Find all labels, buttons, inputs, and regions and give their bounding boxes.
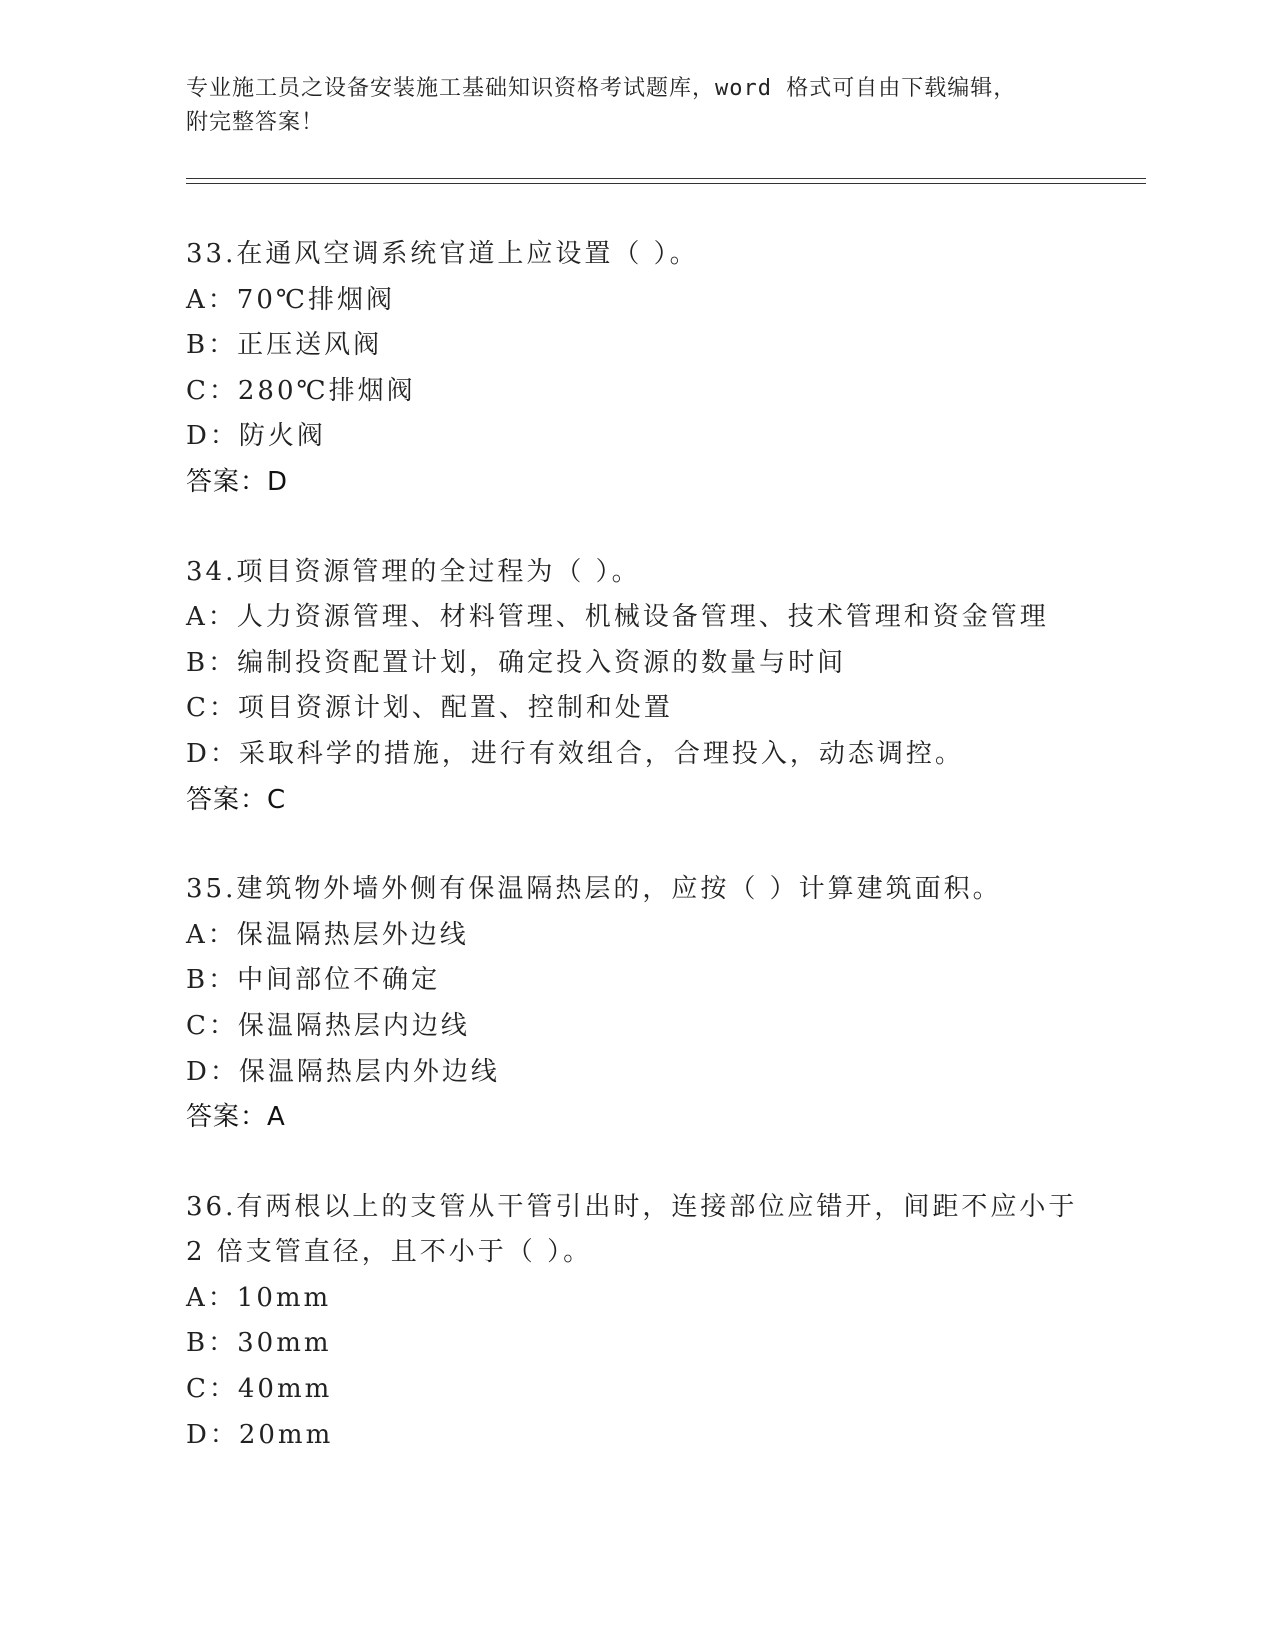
option-b: B：30mm xyxy=(186,1328,332,1359)
header-divider-bottom xyxy=(186,183,1146,184)
option-d: D：保温隔热层内外边线 xyxy=(186,1056,500,1087)
question-stem: 35.建筑物外墙外侧有保温隔热层的，应按（ ）计算建筑面积。 xyxy=(186,874,1002,905)
option-a: A：保温隔热层外边线 xyxy=(186,919,469,950)
option-a: A：70℃排烟阀 xyxy=(186,284,395,315)
header-line-2: 附完整答案！ xyxy=(186,110,325,135)
option-c: C：项目资源计划、配置、控制和处置 xyxy=(186,693,673,724)
question-35 xyxy=(186,867,1146,1141)
option-c: C：280℃排烟阀 xyxy=(186,375,416,406)
question-34 xyxy=(186,550,1146,824)
option-d: D：20mm xyxy=(186,1419,334,1450)
header-divider-top xyxy=(186,178,1146,179)
option-c: C：40mm xyxy=(186,1374,333,1405)
document-header xyxy=(186,72,1066,140)
question-list xyxy=(186,232,1146,1502)
option-b: B：中间部位不确定 xyxy=(186,965,441,996)
option-a: A：人力资源管理、材料管理、机械设备管理、技术管理和资金管理 xyxy=(186,602,1049,633)
question-stem: 33.在通风空调系统官道上应设置（ ）。 xyxy=(186,239,699,269)
answer-line: 答案：C xyxy=(186,784,287,815)
header-line-1: 专业施工员之设备安装施工基础知识资格考试题库，word 格式可自由下载编辑， xyxy=(186,76,1017,101)
option-d: D：采取科学的措施，进行有效组合，合理投入，动态调控。 xyxy=(186,738,964,769)
option-c: C：保温隔热层内边线 xyxy=(186,1010,470,1041)
option-b: B：编制投资配置计划，确定投入资源的数量与时间 xyxy=(186,647,847,678)
answer-line: 答案：A xyxy=(186,1102,286,1133)
option-b: B：正压送风阀 xyxy=(186,330,383,361)
answer-line: 答案：D xyxy=(186,466,289,497)
question-36 xyxy=(186,1185,1146,1459)
option-d: D：防火阀 xyxy=(186,421,326,452)
question-stem-line-1: 36.有两根以上的支管从干管引出时，连接部位应错开，间距不应小于 xyxy=(186,1191,1078,1222)
question-stem-line-2: 2 倍支管直径，且不小于（ ）。 xyxy=(186,1237,593,1268)
question-33 xyxy=(186,232,1146,506)
question-stem: 34.项目资源管理的全过程为（ ）。 xyxy=(186,556,641,587)
option-a: A：10mm xyxy=(186,1282,332,1313)
